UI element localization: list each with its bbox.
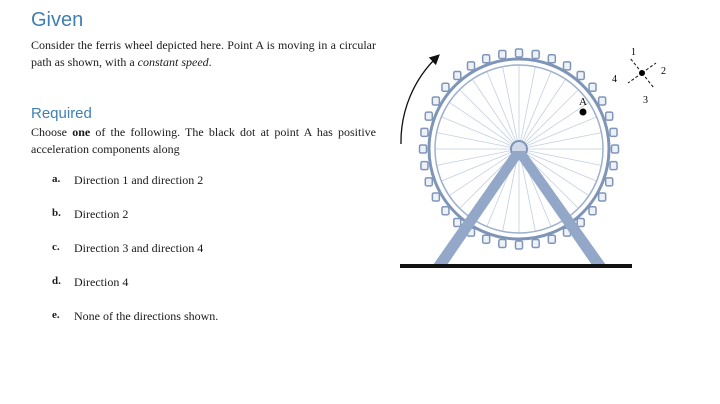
point-a-label: A: [579, 96, 587, 108]
option-text: Direction 3 and direction 4: [74, 241, 204, 255]
option-c[interactable]: [52, 241, 218, 275]
wheel-cabin: [420, 145, 427, 153]
wheel-cabin: [564, 62, 571, 70]
wheel-cabin: [610, 128, 617, 136]
required-heading: Required: [31, 105, 92, 122]
required-text-suffix: of the following. The black dot at point A has positive acceleration components along: [31, 125, 376, 156]
option-letter: b.: [52, 207, 61, 219]
required-text-bold: one: [72, 125, 91, 139]
wheel-cabin: [421, 162, 428, 170]
given-text: [31, 37, 376, 71]
wheel-cabin: [589, 83, 596, 91]
wheel-cabin: [577, 219, 584, 227]
answer-options: [52, 173, 218, 343]
wheel-cabin: [589, 207, 596, 215]
wheel-cabin: [432, 97, 439, 105]
wheel-cabin: [425, 112, 432, 120]
given-text-part: Consider the ferris wheel depicted here. Point A is moving in a circular path as shown, with a: [31, 38, 376, 69]
option-letter: e.: [52, 309, 60, 321]
wheel-cabin: [454, 219, 461, 227]
wheel-cabin: [454, 71, 461, 79]
direction-2-label: 2: [661, 66, 666, 77]
required-text-prefix: Choose: [31, 125, 73, 139]
wheel-cabin: [432, 193, 439, 201]
wheel-cabin: [548, 55, 555, 63]
wheel-cabin: [483, 55, 490, 63]
given-text-emphasis: constant speed: [137, 55, 209, 69]
direction-axes: [628, 58, 656, 88]
wheel-spoke: [460, 90, 519, 149]
wheel-cabin: [516, 241, 523, 249]
wheel-cabin: [499, 50, 506, 58]
ferris-wheel-figure: [380, 35, 680, 275]
wheel-cabin: [442, 207, 449, 215]
wheel-cabin: [532, 240, 539, 248]
ground-line: [400, 264, 632, 268]
option-b[interactable]: [52, 207, 218, 241]
option-e[interactable]: [52, 309, 218, 343]
wheel-cabin: [606, 178, 613, 186]
wheel-cabin: [442, 83, 449, 91]
option-d[interactable]: [52, 275, 218, 309]
option-letter: a.: [52, 173, 61, 185]
direction-3-label: 3: [643, 95, 648, 106]
wheel-cabin: [425, 178, 432, 186]
wheel-cabin: [516, 49, 523, 57]
required-text: [31, 124, 376, 158]
direction-4-label: 4: [612, 74, 617, 85]
point-a-dot: [580, 109, 587, 116]
wheel-spoke: [519, 90, 578, 149]
wheel-cabin: [599, 97, 606, 105]
option-a[interactable]: [52, 173, 218, 207]
option-text: Direction 4: [74, 275, 129, 289]
option-text: None of the directions shown.: [74, 309, 219, 323]
option-text: Direction 2: [74, 207, 129, 221]
wheel-cabin: [468, 62, 475, 70]
wheel-cabin: [577, 71, 584, 79]
wheel-cabin: [532, 50, 539, 58]
given-heading: Given: [31, 9, 84, 31]
wheel-cabin: [610, 162, 617, 170]
given-text-end: .: [208, 55, 212, 69]
wheel-cabin: [499, 240, 506, 248]
wheel-cabin: [599, 193, 606, 201]
option-text: Direction 1 and direction 2: [74, 173, 204, 187]
option-letter: d.: [52, 275, 61, 287]
wheel-cabin: [606, 112, 613, 120]
direction-1-label: 1: [631, 47, 636, 58]
wheel-cabin: [548, 235, 555, 243]
option-letter: c.: [52, 241, 60, 253]
wheel-cabin: [421, 128, 428, 136]
wheel-cabin: [612, 145, 619, 153]
wheel-cabin: [483, 235, 490, 243]
